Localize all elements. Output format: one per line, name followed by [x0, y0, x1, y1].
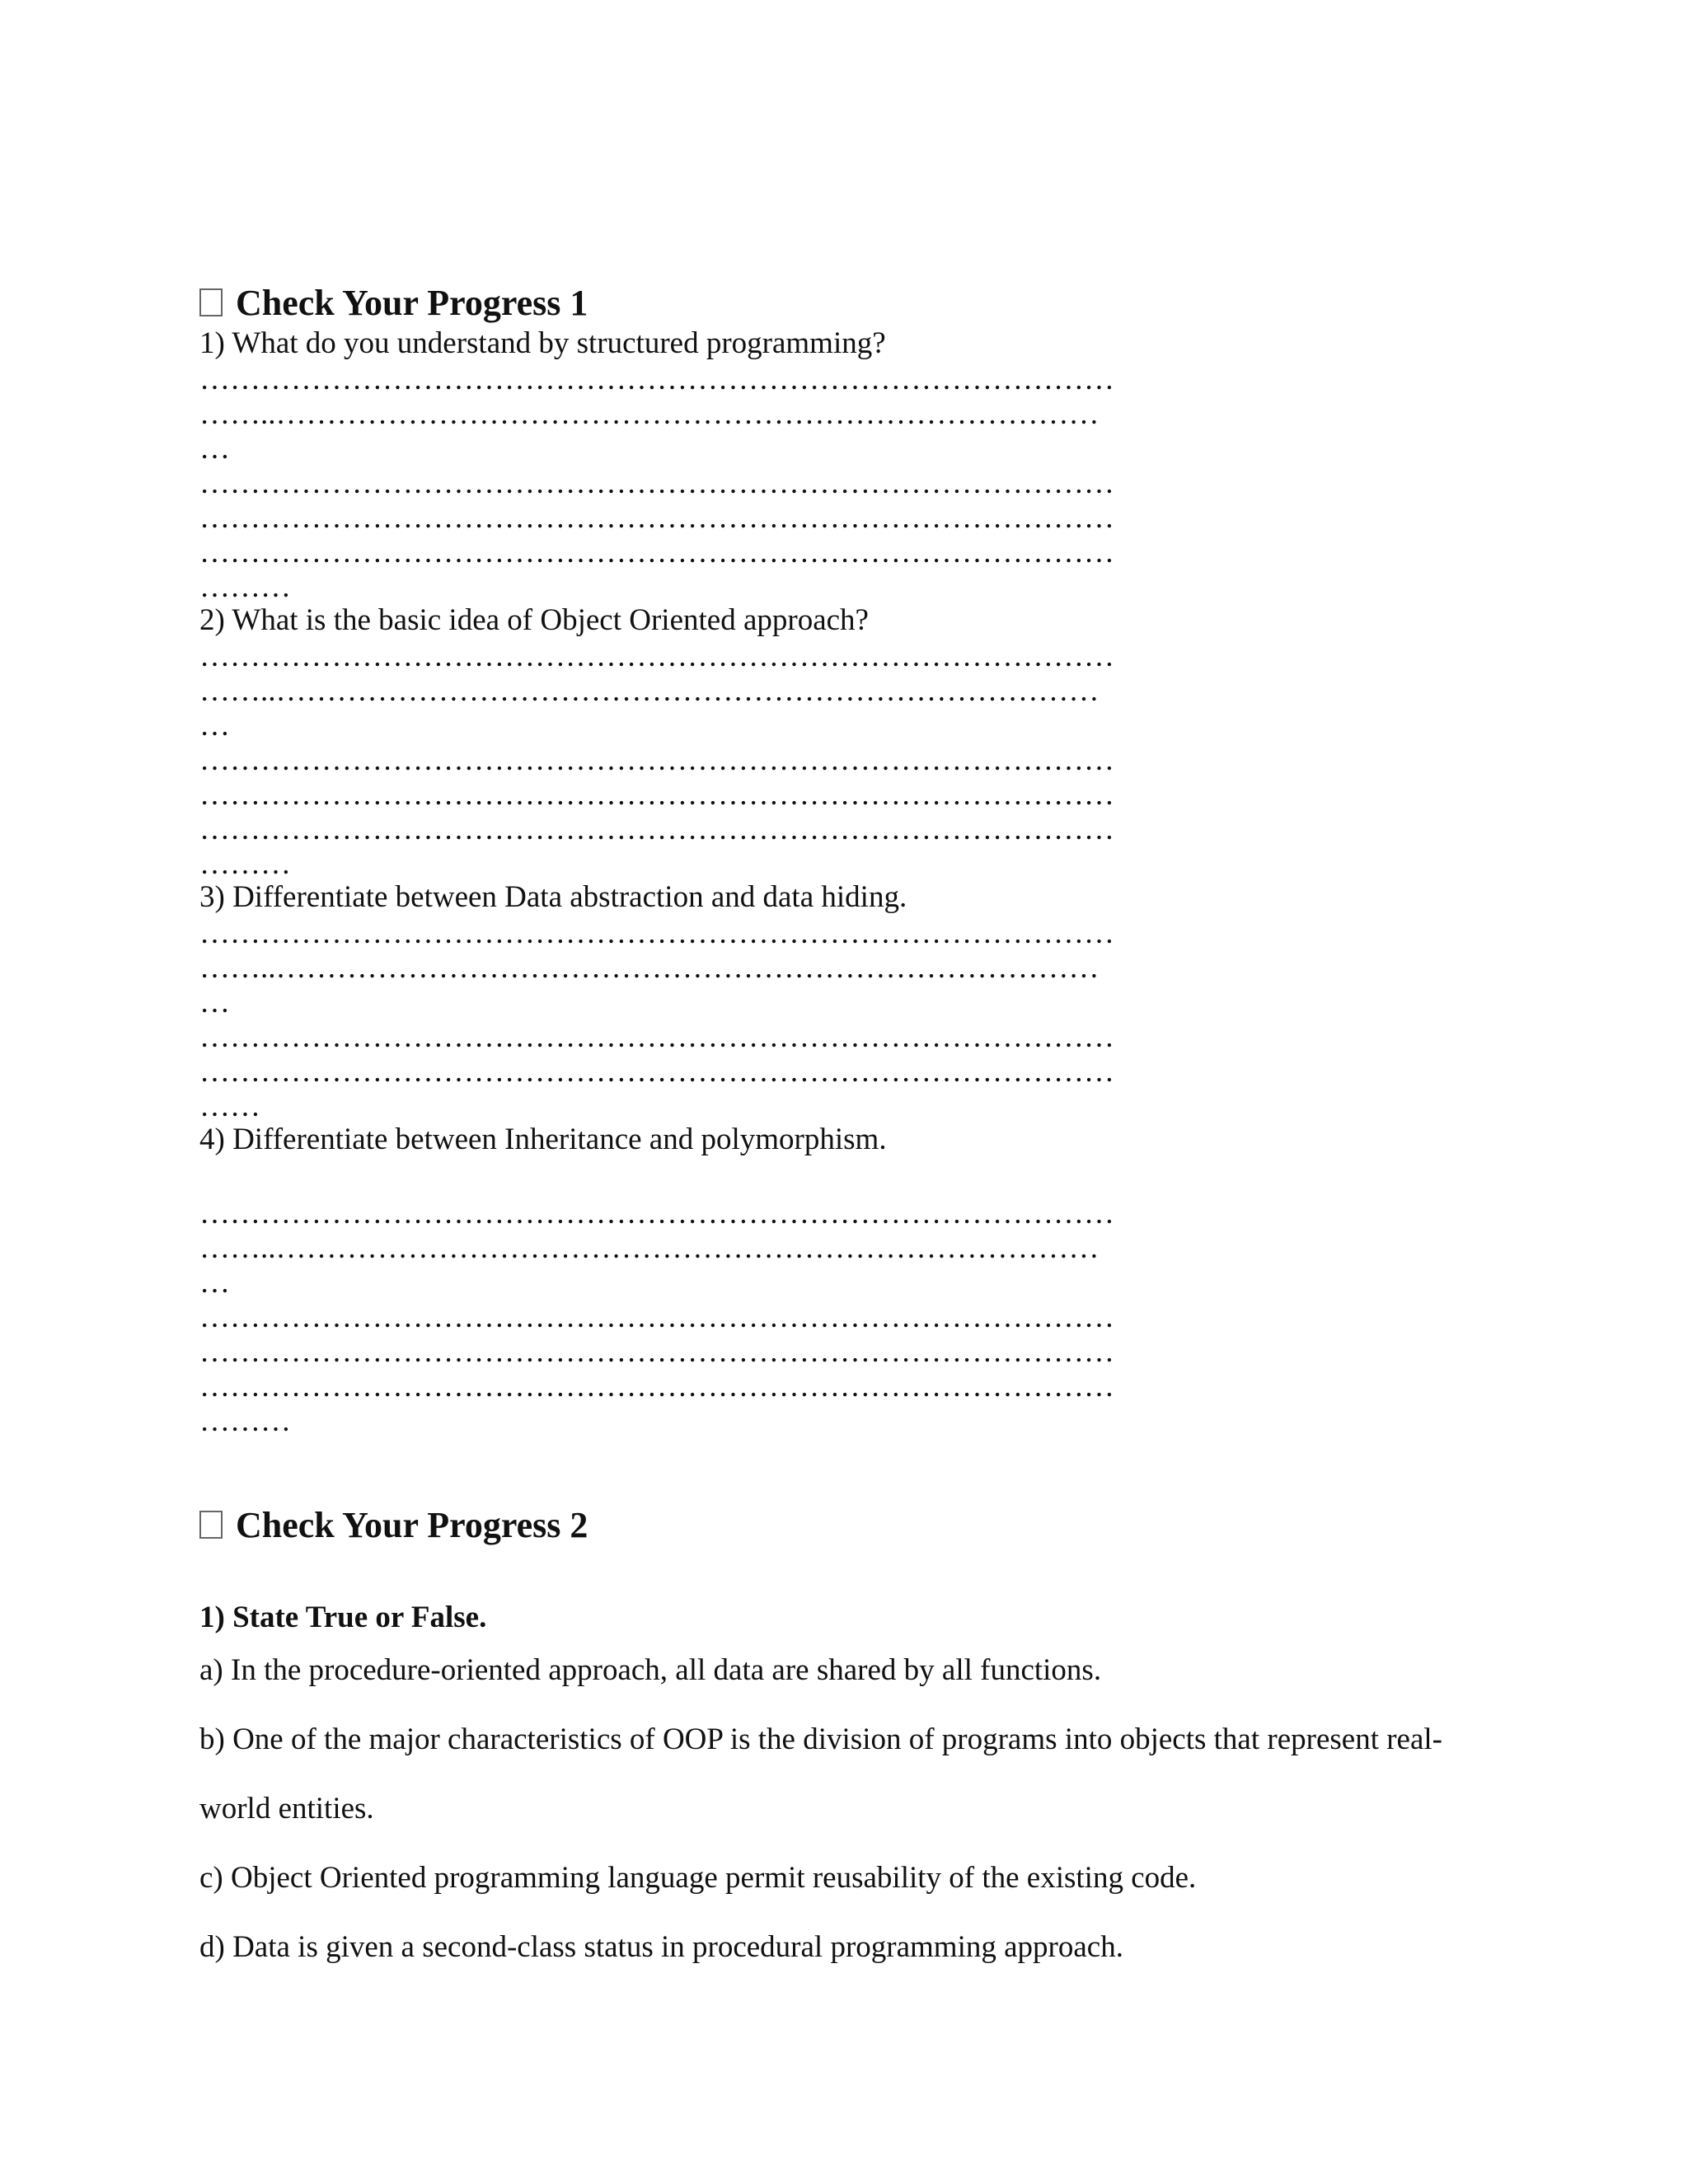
answer-line: ……..……………………………………………………………………… [199, 1231, 1100, 1265]
answer-line: ……………………………………………………………………………… [199, 466, 1114, 500]
answer-line: ……..……………………………………………………………………… [199, 397, 1100, 431]
answer-line: … [199, 432, 230, 466]
answer-line: ……………………………………………………………………………… [199, 1055, 1114, 1089]
answer-line: … [199, 709, 230, 743]
answer-line: ……..……………………………………………………………………… [199, 951, 1100, 985]
answer-line: ……………………………………………………………………………… [199, 743, 1114, 777]
answer-line: ……… [199, 570, 291, 604]
answer-line: ……… [199, 1404, 291, 1438]
answer-line: ……………………………………………………………………………… [199, 1197, 1114, 1230]
checkbox-icon [199, 288, 223, 316]
answer-line: … [199, 986, 230, 1019]
answer-line: ……………………………………………………………………………… [199, 536, 1114, 569]
statement-d: d) Data is given a second-class status in procedural programming approach. [199, 1930, 1123, 1964]
answer-line: ……..……………………………………………………………………… [199, 674, 1100, 708]
statement-a: a) In the procedure-oriented approach, all data are shared by all functions. [199, 1653, 1102, 1687]
answer-line: ……………………………………………………………………………… [199, 916, 1114, 950]
answer-line: ……………………………………………………………………………… [199, 1370, 1114, 1404]
progress-1-title: Check Your Progress 1 [236, 283, 588, 323]
answer-line: ……………………………………………………………………………… [199, 1020, 1114, 1054]
question-4: 4) Differentiate between Inheritance and polymorphism. [199, 1122, 887, 1156]
answer-line: ……………………………………………………………………………… [199, 1301, 1114, 1334]
answer-line: … [199, 1266, 230, 1300]
answer-line: ……………………………………………………………………………… [199, 363, 1114, 396]
statement-b-line-1: b) One of the major characteristics of OOP is the division of programs into objects that represent real- [199, 1722, 1442, 1756]
checkbox-icon [199, 1511, 223, 1539]
question-2: 2) What is the basic idea of Object Oriented approach? [199, 603, 869, 637]
true-false-instruction: 1) State True or False. [199, 1601, 487, 1634]
answer-line: ……………………………………………………………………………… [199, 640, 1114, 673]
answer-line: …… [199, 1090, 260, 1123]
answer-line: ……………………………………………………………………………… [199, 813, 1114, 846]
answer-line: ……………………………………………………………………………… [199, 1335, 1114, 1369]
progress-2-heading [199, 1505, 588, 1546]
statement-c: c) Object Oriented programming language permit reusability of the existing code. [199, 1861, 1197, 1895]
answer-line: ……………………………………………………………………………… [199, 778, 1114, 812]
answer-line: ……… [199, 847, 291, 881]
question-3: 3) Differentiate between Data abstraction and data hiding. [199, 880, 907, 914]
answer-line: ……………………………………………………………………………… [199, 501, 1114, 535]
progress-2-title: Check Your Progress 2 [236, 1505, 588, 1545]
progress-1-heading [199, 283, 588, 324]
statement-b-line-2: world entities. [199, 1792, 374, 1825]
question-1: 1) What do you understand by structured programming? [199, 326, 886, 360]
